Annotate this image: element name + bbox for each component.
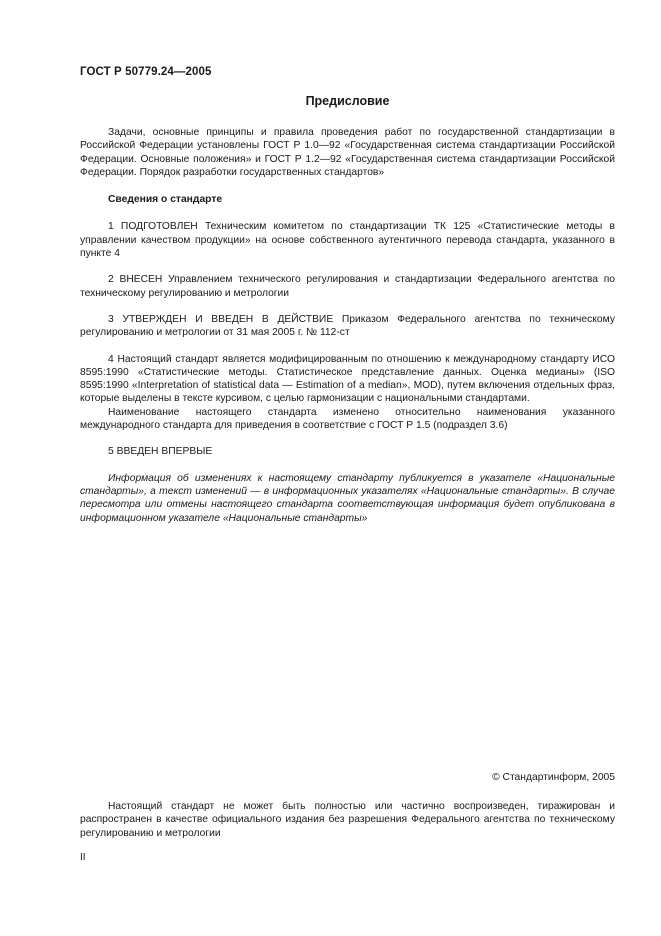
reproduction-notice: Настоящий стандарт не может быть полностью или частично воспроизведен, тиражирован и распространен в качестве официального издания без разрешения Федерального агентства по техническому регулированию и метрологии — [80, 801, 615, 839]
standard-code-header: ГОСТ Р 50779.24—2005 — [80, 66, 212, 78]
item-1-paragraph: 1 ПОДГОТОВЛЕН Техническим комитетом по стандартизации ТК 125 «Статистические методы в управлении качеством продукции» на основе собственного аутентичного перевода стандарта, указанного в пункте 4 — [80, 221, 615, 260]
item-4-note-paragraph: Наименование настоящего стандарта изменено относительно наименования указанного международного стандарта для приведения в соответствие с ГОСТ Р 1.5 (подраздел 3.6) — [80, 406, 615, 432]
section-heading: Сведения о стандарте — [108, 194, 223, 206]
document-body — [80, 126, 615, 525]
copyright-notice: © Стандартинформ, 2005 — [492, 772, 615, 783]
item-5-paragraph: 5 ВВЕДЕН ВПЕРВЫЕ — [108, 446, 213, 458]
item-4-paragraph: 4 Настоящий стандарт является модифицированным по отношению к международному стандарту ИСО 8595:1990 «Статистические методы. Статистическое представление данных. Оценка медианы» (ISO 8595:1990 «Interpretation of statistical data — Estimation of a median», MOD), путем включения отдельных фраз, которые выделены в тексте курсивом, с целью гармонизации с национальными стандартами. — [80, 353, 615, 405]
page-number: II — [80, 852, 86, 863]
item-2-paragraph: 2 ВНЕСЕН Управлением технического регулирования и стандартизации Федерального агентства по техническому регулированию и метрологии — [80, 274, 615, 299]
changes-info-paragraph: Информация об изменениях к настоящему стандарту публикуется в указателе «Национальные стандарты», а текст изменений — в информационных указателях «Национальные стандарты». В случае пересмотра или отмены настоящего стандарта соответствующая информация будет опубликована в информационном указателе «Национальные стандарты» — [80, 472, 615, 524]
item-3-paragraph: 3 УТВЕРЖДЕН И ВВЕДЕН В ДЕЙСТВИЕ Приказом Федерального агентства по техническому регулированию и метрологии от 31 мая 2005 г. № 112-ст — [80, 313, 615, 339]
intro-paragraph: Задачи, основные принципы и правила проведения работ по государственной стандартизации в Российской Федерации установлены ГОСТ Р 1.0—92 «Государственная система стандартизации Российской Федерации. Основные положения» и ГОСТ Р 1.2—92 «Государственная система стандартизации Российской Федерации. Порядок разработки государственных стандартов» — [80, 127, 615, 178]
page-title: Предисловие — [305, 94, 390, 108]
